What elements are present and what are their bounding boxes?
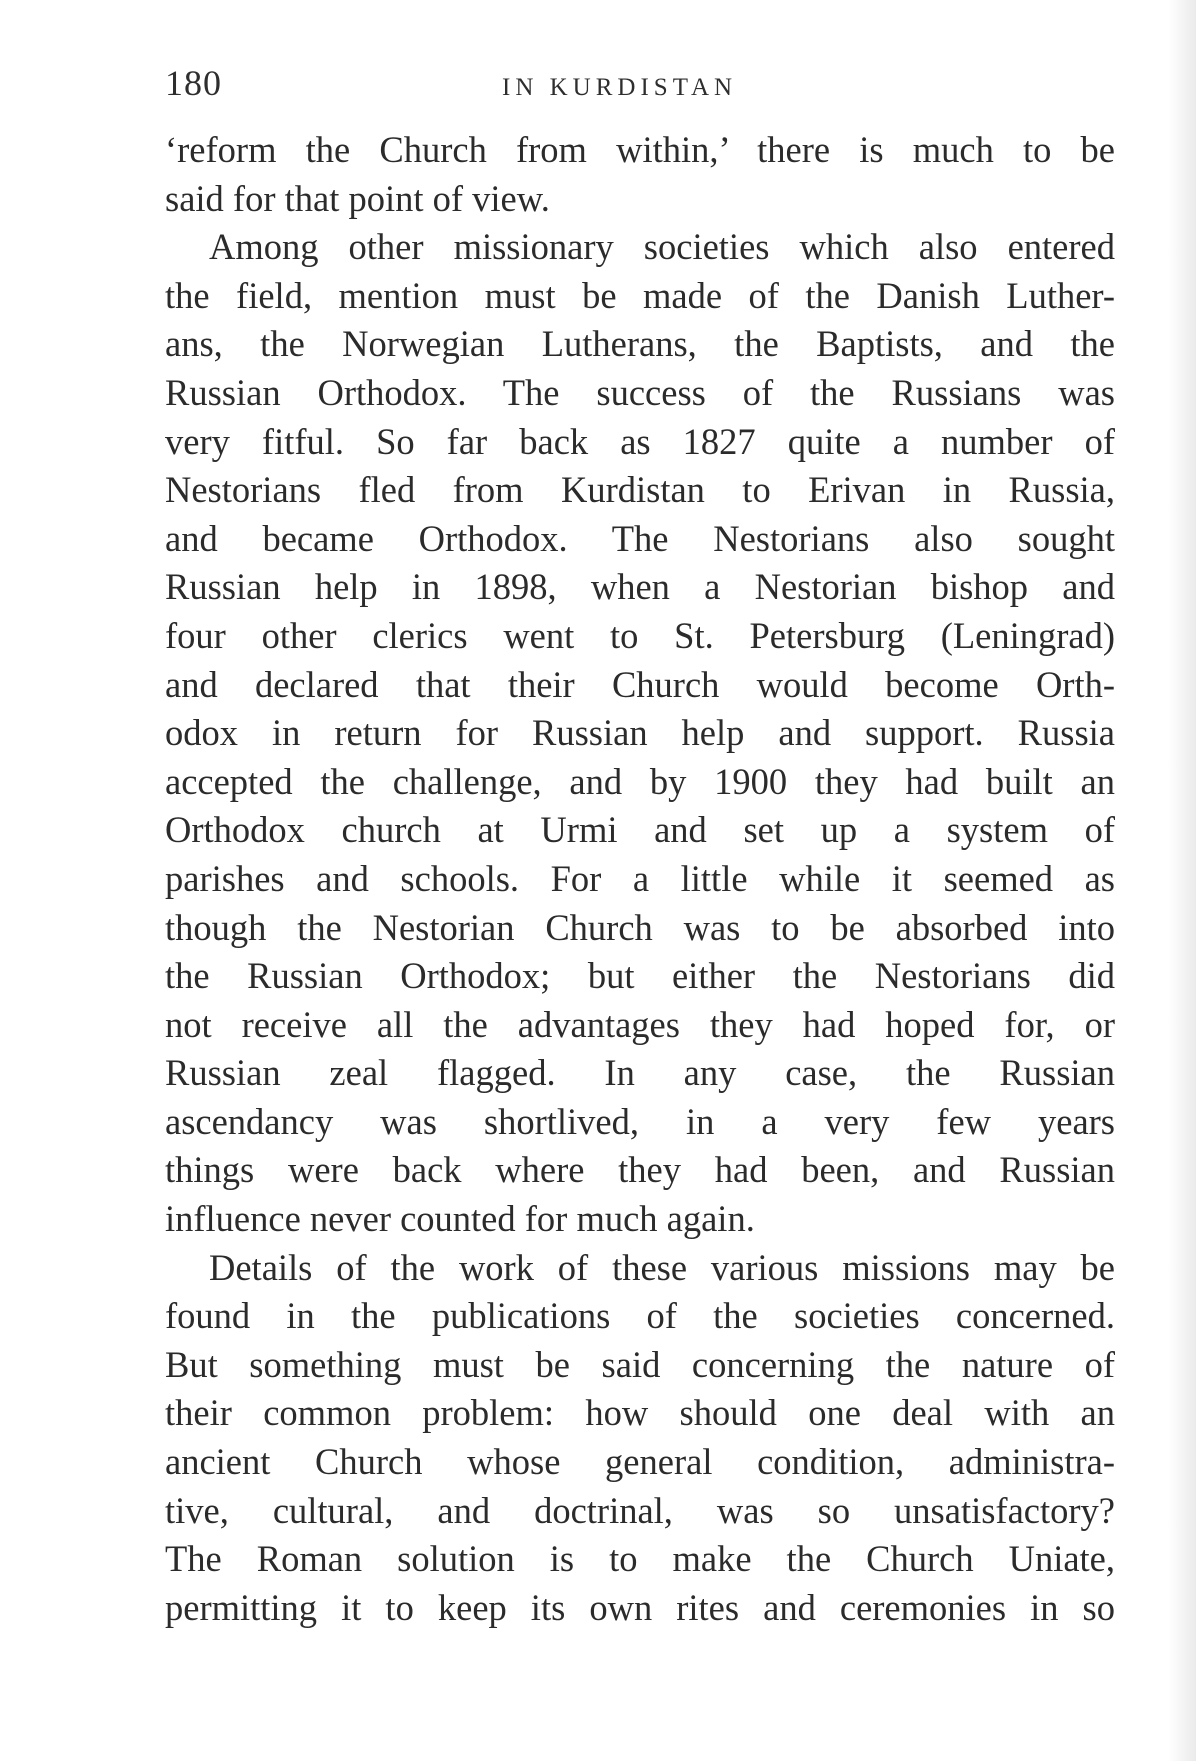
text-line: the field, mention must be made of the Danish Luther-	[165, 274, 1115, 316]
text-line: permitting it to keep its own rites and ceremonies in so	[165, 1586, 1115, 1628]
text-line: ascendancy was shortlived, in a very few years	[165, 1100, 1115, 1142]
text-line: The Roman solution is to make the Church Uniate,	[165, 1538, 1115, 1580]
text-line: ancient Church whose general condition, administra-	[165, 1441, 1115, 1483]
text-line: ans, the Norwegian Lutherans, the Baptists, and the	[165, 323, 1115, 365]
text-line: Among other missionary societies which also entered	[209, 226, 1115, 268]
text-line: Russian help in 1898, when a Nestorian bishop and	[165, 566, 1115, 608]
paragraph	[165, 1244, 1115, 1633]
text-line: ‘reform the Church from within,’ there is much to be	[165, 129, 1115, 170]
text-line: accepted the challenge, and by 1900 they had built an	[165, 760, 1115, 802]
text-line: Russian Orthodox. The success of the Russians was	[165, 371, 1115, 413]
text-line: influence never counted for much again.	[165, 1198, 755, 1240]
text-line: said for that point of view.	[165, 177, 550, 219]
text-line: odox in return for Russian help and support. Russia	[165, 712, 1115, 754]
text-line: Orthodox church at Urmi and set up a system of	[165, 809, 1115, 851]
paragraph	[165, 126, 1115, 223]
text-line: Russian zeal flagged. In any case, the Russian	[165, 1052, 1115, 1094]
page-header	[165, 62, 1115, 112]
text-line: four other clerics went to St. Petersburg (Leningrad)	[165, 614, 1115, 656]
text-line: not receive all the advantages they had hoped for, or	[165, 1003, 1115, 1045]
body-text	[165, 126, 1115, 1632]
running-title: IN KURDISTAN	[502, 74, 738, 101]
page-number: 180	[165, 63, 222, 103]
text-line: found in the publications of the societies concerned.	[165, 1295, 1115, 1337]
text-line: though the Nestorian Church was to be absorbed into	[165, 906, 1115, 948]
text-line: their common problem: how should one deal with an	[165, 1392, 1115, 1434]
text-line: Nestorians fled from Kurdistan to Erivan in Russia,	[165, 469, 1115, 511]
text-line: very fitful. So far back as 1827 quite a number of	[165, 420, 1115, 462]
text-line: the Russian Orthodox; but either the Nestorians did	[165, 955, 1115, 997]
text-line: and became Orthodox. The Nestorians also sought	[165, 517, 1115, 559]
text-line: and declared that their Church would become Orth-	[165, 663, 1115, 705]
text-line: tive, cultural, and doctrinal, was so unsatisfactory?	[165, 1489, 1115, 1531]
text-line: things were back where they had been, and Russian	[165, 1149, 1115, 1191]
text-line: Details of the work of these various missions may be	[209, 1246, 1115, 1288]
paragraph	[165, 223, 1115, 1243]
page-edge-shadow	[1168, 0, 1196, 1761]
text-line: But something must be said concerning the nature of	[165, 1343, 1115, 1385]
text-line: parishes and schools. For a little while it seemed as	[165, 857, 1115, 899]
